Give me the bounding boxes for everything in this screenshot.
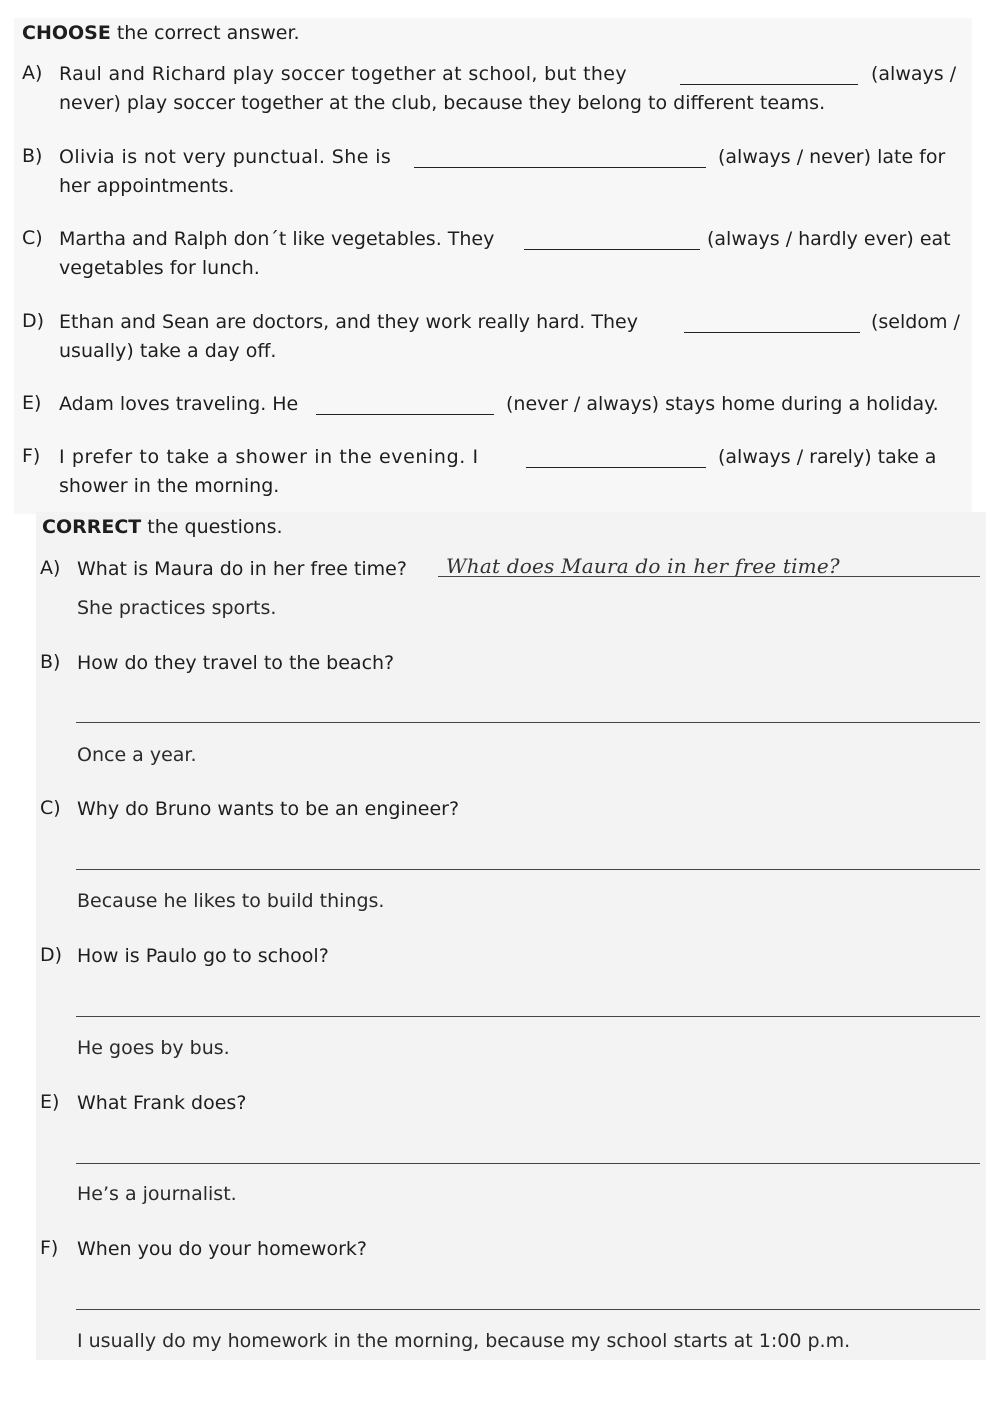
- correct-heading: CORRECT the questions.: [42, 516, 283, 538]
- given-answer: He goes by bus.: [77, 1037, 230, 1059]
- question-text: How is Paulo go to school?: [77, 945, 329, 967]
- answer-blank[interactable]: [524, 231, 700, 250]
- correct-section-panel: [36, 512, 986, 1360]
- item-text-cont: usually) take a day off.: [59, 340, 277, 362]
- item-text-cont: shower in the morning.: [59, 475, 280, 497]
- question-text: What Frank does?: [77, 1092, 247, 1114]
- answer-line[interactable]: [76, 1016, 980, 1017]
- answer-line[interactable]: [76, 1309, 980, 1310]
- answer-blank[interactable]: [414, 149, 706, 168]
- item-options: (seldom /: [871, 311, 960, 333]
- item-letter: E): [40, 1091, 60, 1113]
- question-text: What is Maura do in her free time?: [77, 558, 407, 580]
- item-letter: F): [40, 1237, 59, 1259]
- item-letter: A): [22, 62, 43, 84]
- item-text: Adam loves traveling. He: [59, 393, 299, 415]
- answer-line[interactable]: [438, 576, 980, 577]
- item-letter: B): [40, 651, 61, 673]
- item-options: (always / hardly ever) eat: [707, 228, 951, 250]
- answer-blank[interactable]: [526, 449, 706, 468]
- answer-line[interactable]: [76, 1163, 980, 1164]
- given-answer: I usually do my homework in the morning, because my school starts at 1:00 p.m.: [77, 1330, 851, 1352]
- item-letter: C): [40, 797, 61, 819]
- question-text: When you do your homework?: [77, 1238, 367, 1260]
- given-answer: Because he likes to build things.: [77, 890, 385, 912]
- item-text: Martha and Ralph don´t like vegetables. They: [59, 228, 495, 250]
- answer-blank[interactable]: [684, 314, 860, 333]
- item-options: (never / always) stays home during a holiday.: [506, 393, 939, 415]
- item-options: (always / never) late for: [718, 146, 946, 168]
- choose-heading: CHOOSE the correct answer.: [22, 22, 300, 44]
- item-text-cont: her appointments.: [59, 175, 235, 197]
- item-text-cont: never) play soccer together at the club, because they belong to different teams.: [59, 92, 826, 114]
- item-options: (always /: [871, 63, 957, 85]
- given-answer: He’s a journalist.: [77, 1183, 237, 1205]
- item-letter: A): [40, 557, 61, 579]
- item-text: Ethan and Sean are doctors, and they work really hard. They: [59, 311, 638, 333]
- item-text: Olivia is not very punctual. She is: [59, 146, 392, 168]
- answer-blank[interactable]: [316, 396, 494, 415]
- question-text: How do they travel to the beach?: [77, 652, 395, 674]
- item-letter: C): [22, 227, 43, 249]
- item-text-cont: vegetables for lunch.: [59, 257, 260, 279]
- item-options: (always / rarely) take a: [718, 446, 937, 468]
- item-letter: F): [22, 445, 41, 467]
- given-answer: Once a year.: [77, 744, 197, 766]
- item-text: I prefer to take a shower in the evening. I: [59, 446, 479, 468]
- answer-line[interactable]: [76, 722, 980, 723]
- item-letter: B): [22, 145, 43, 167]
- item-letter: D): [40, 944, 63, 966]
- question-text: Why do Bruno wants to be an engineer?: [77, 798, 460, 820]
- answer-line[interactable]: [76, 869, 980, 870]
- item-letter: E): [22, 392, 42, 414]
- answer-blank[interactable]: [680, 66, 858, 85]
- item-letter: D): [22, 310, 45, 332]
- item-text: Raul and Richard play soccer together at school, but they: [59, 63, 627, 85]
- given-answer: She practices sports.: [77, 597, 277, 619]
- handwritten-answer: What does Maura do in her free time?: [446, 554, 840, 578]
